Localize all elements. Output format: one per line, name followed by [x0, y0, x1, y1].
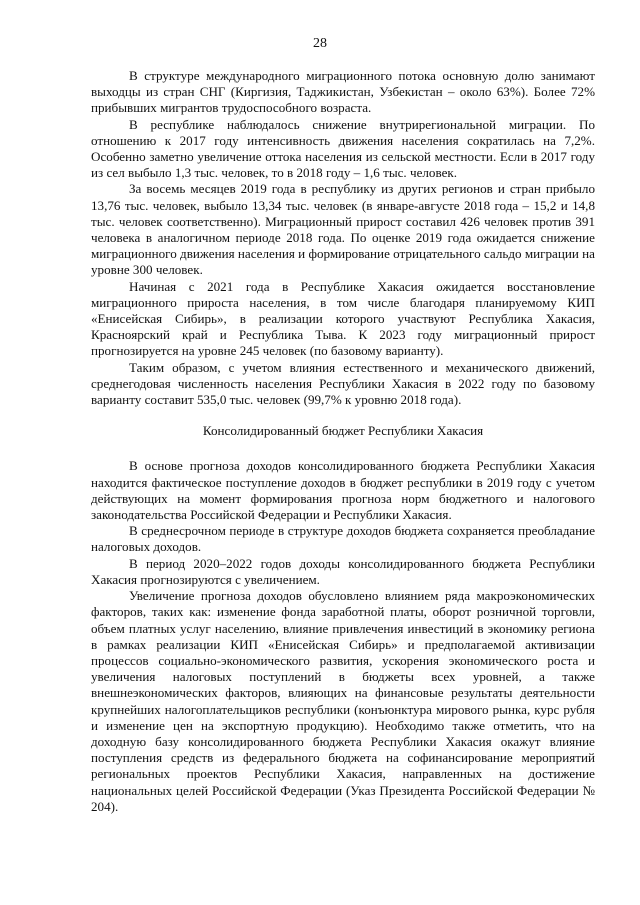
- paragraph-revenue-factors: Увеличение прогноза доходов обусловлено влиянием ряда макроэкономических факторов, таких как: изменение фонда заработной платы, оборот розничной торговли, объем платных услуг населению, влияние привлечения инвестиций в экономику региона в рамках реализации КИП «Енисейская Сибирь» и предполагаемой активизации процессов социально-экономического развития, ускорения экономического роста и увеличения налоговых поступлений в бюджеты всех уровней, а также внешнеэкономических факторов, влияющих на финансовые результаты деятельности крупнейших налогоплательщиков республики (конъюнктура мирового рынка, курс рубля и изменение цен на экспортную продукцию). Необходимо также отметить, что на доходную базу консолидированного бюджета Республики Хакасия окажут влияние поступления средств из федерального бюджета на софинансирование мероприятий региональных проектов Республики Хакасия, направленных на достижение национальных целей Российской Федерации (Указ Президента Российской Федерации № 204).: [91, 588, 595, 814]
- paragraph-migration-forecast: Начиная с 2021 года в Республике Хакасия ожидается восстановление миграционного прироста населения, в том числе благодаря планируемому КИП «Енисейская Сибирь», в реализации которого участвуют Республика Хакасия, Красноярский край и Республика Тыва. К 2023 году миграционный прирост прогнозируется на уровне 245 человек (по базовому варианту).: [91, 278, 595, 359]
- paragraph-migration-structure: В структуре международного миграционного потока основную долю занимают выходцы из стран СНГ (Киргизия, Таджикистан, Узбекистан – около 63%). Более 72% прибывших мигрантов трудоспособного возраста.: [91, 68, 595, 116]
- page-number: 28: [313, 36, 327, 51]
- paragraph-tax-revenue-share: В среднесрочном периоде в структуре доходов бюджета сохраняется преобладание налоговых доходов.: [91, 523, 595, 555]
- paragraph-intraregional-migration: В республике наблюдалось снижение внутрирегиональной миграции. По отношению к 2017 году интенсивность движения населения сократилась на 7,2%. Особенно заметно увеличение оттока населения из сельской местности. Если в 2017 году из сел выбыло 1,3 тыс. человек, то в 2018 году – 1,6 тыс. человек.: [91, 116, 595, 181]
- paragraph-population-summary: Таким образом, с учетом влияния естественного и механического движений, среднегодовая численность населения Республики Хакасия в 2022 году по базовому варианту составит 535,0 тыс. человек (99,7% к уровню 2018 года).: [91, 359, 595, 408]
- section-heading: Консолидированный бюджет Республики Хакасия: [202, 423, 484, 439]
- paragraph-revenue-growth: В период 2020–2022 годов доходы консолидированного бюджета Республики Хакасия прогнозируются с увеличением.: [91, 555, 595, 587]
- paragraph-budget-basis: В основе прогноза доходов консолидированного бюджета Республики Хакасия находится фактическое поступление доходов в бюджет республики в 2019 году с учетом действующих на момент формирования прогноза норм бюджетного и налогового законодательства Российской Федерации и Республики Хакасия.: [91, 458, 595, 523]
- document-body: [91, 68, 595, 815]
- paragraph-migration-2019: За восемь месяцев 2019 года в республику из других регионов и стран прибыло 13,76 тыс. человек, выбыло 13,34 тыс. человек (в январе-августе 2018 года – 15,2 и 14,8 тыс. человек соответственно). Миграционный прирост составил 426 человек против 391 человека в аналогичном периоде 2018 года. По оценке 2019 года ожидается снижение миграционного движения населения и формирование отрицательного сальдо миграции на уровне 300 человек.: [91, 181, 595, 278]
